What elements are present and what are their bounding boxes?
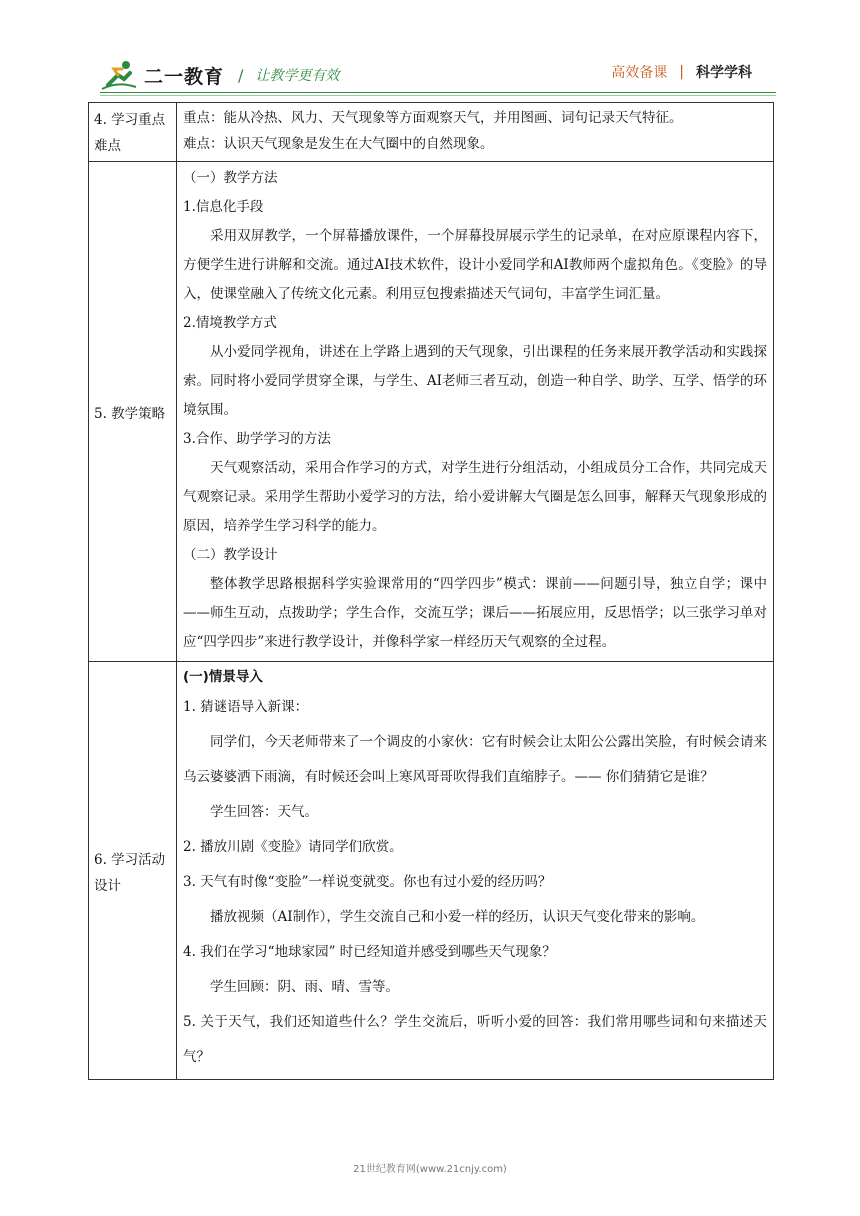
item1-text: 采用双屏教学，一个屏幕播放课件，一个屏幕投屏展示学生的记录单，在对应原课程内容下，方便学生进行讲解和交流。通过AI技术软件，设计小爱同学和AI教师两个虚拟角色。《变脸》的导入，使课堂融入了传统文化元素。利用豆包搜索描述天气词句，丰富学生词汇量。 [183,228,767,302]
header-separator: | [679,64,684,80]
row-label-strategy: 5. 教学策略 [89,162,177,662]
step1-title: 1. 猜谜语导入新课： [183,699,309,715]
table-row-activities [89,662,774,1080]
row-label-activities: 6. 学习活动设计 [89,662,177,1080]
design-heading: （二）教学设计 [183,547,278,563]
item1-title: 1.信息化手段 [183,199,264,215]
header-divider-line [100,92,776,93]
row-label-key-points: 4. 学习重点难点 [89,103,177,162]
design-text: 整体教学思路根据科学实验课常用的“四学四步”模式：课前——问题引导，独立自学；课中——师生互动，点拨助学；学生合作，交流互学；课后——拓展应用，反思悟学；以三张学习单对应“四学四步”来进行教学设计，并像科学家一样经历天气观察的全过程。 [183,576,767,650]
item2-title: 2.情境教学方式 [183,315,277,331]
step4-text: 学生回顾：阴、雨、晴、雪等。 [210,979,399,995]
key-points-content [177,103,774,162]
step3-text: 播放视频（AI制作），学生交流自己和小爱一样的经历，认识天气变化带来的影响。 [210,909,705,925]
running-figure-logo-icon [100,59,138,91]
step1-text: 同学们，今天老师带来了一个调皮的小家伙：它有时候会让太阳公公露出笑脸，有时候会请来乌云婆婆洒下雨滴，有时候还会叫上寒风哥哥吹得我们直缩脖子。—— 你们猜猜它是谁？ [183,734,767,785]
step2-title: 2. 播放川剧《变脸》请同学们欣赏。 [183,839,403,855]
subject-label: 科学学科 [696,65,752,81]
item3-text: 天气观察活动，采用合作学习的方式，对学生进行分组活动，小组成员分工合作，共同完成天气观察记录。采用学生帮助小爱学习的方法，给小爱讲解大气圈是怎么回事，解释天气现象形成的原因，培养学生学习科学的能力。 [183,460,767,534]
step4-title: 4. 我们在学习“地球家园” 时已经知道并感受到哪些天气现象？ [183,944,556,960]
lesson-plan-table [88,102,774,1080]
page-footer: 21世纪教育网(www.21cnjy.com) [353,1164,507,1175]
logo-divider: / [238,65,244,85]
item3-title: 3.合作、助学学习的方法 [183,431,331,447]
difficulty-line: 难点：认识天气现象是发生在大气圈中的自然现象。 [183,136,494,152]
step1-answer: 学生回答：天气。 [210,804,318,820]
logo-text: 二一教育 [144,65,225,88]
table-row-strategy [89,162,774,662]
key-point-line: 重点：能从冷热、风力、天气现象等方面观察天气，并用图画、词句记录天气特征。 [183,110,683,126]
activities-content [177,662,774,1080]
page-header [0,0,860,100]
step5-text: 5. 关于天气，我们还知道些什么？学生交流后，听听小爱的回答：我们常用哪些词和句来描述天气？ [183,1014,767,1065]
step3-title: 3. 天气有时像“变脸”一样说变就变。你也有过小爱的经历吗？ [183,874,552,890]
activities-heading: (一)情景导入 [183,669,263,685]
header-course-info [611,62,752,82]
item2-text: 从小爱同学视角，讲述在上学路上遇到的天气现象，引出课程的任务来展开教学活动和实践探索。同时将小爱同学贯穿全课，与学生、AI老师三者互动，创造一种自学、助学、互学、悟学的环境氛围。 [183,344,767,418]
header-divider-line-light [100,95,776,96]
strategy-content [177,162,774,662]
table-row-key-points [89,103,774,162]
brand-logo [100,55,339,95]
method-heading: （一）教学方法 [183,170,278,186]
course-type: 高效备课 [611,65,668,81]
slogan: 让教学更有效 [255,68,340,84]
